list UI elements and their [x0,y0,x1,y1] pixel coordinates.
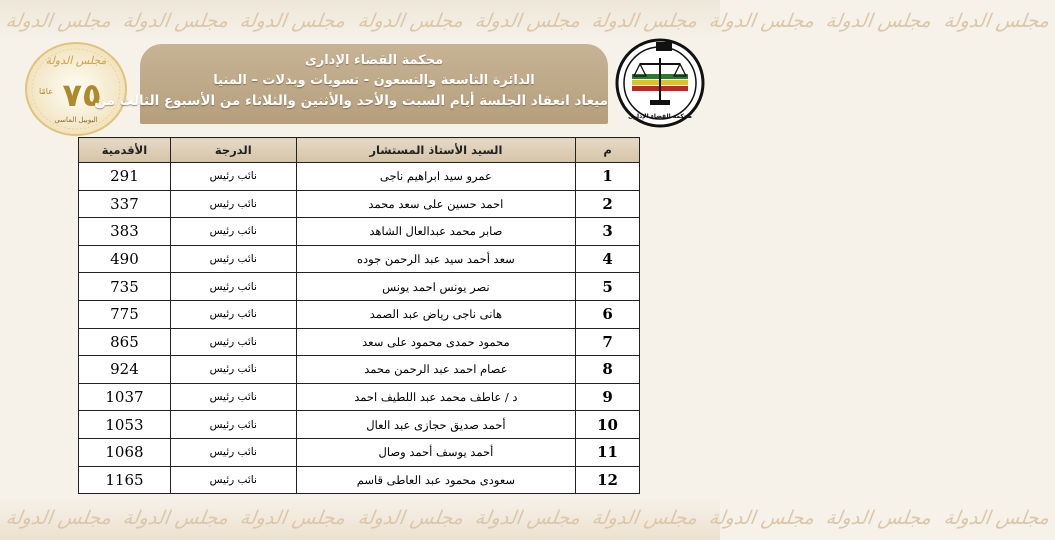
row-name: أحمد يوسف أحمد وصال [296,438,575,466]
row-name: سعد أحمد سيد عبد الرحمن جوده [296,245,575,273]
watermark-text: مجلس الدولة [707,507,816,529]
jubilee-seal-icon [22,40,130,138]
column-header-name: السيد الأستاذ المستشار [296,138,575,163]
watermark-text: مجلس الدولة [121,10,230,32]
row-index: 10 [576,411,640,439]
row-name: نصر يونس احمد يونس [296,273,575,301]
watermark-text: مجلس الدولة [707,10,816,32]
table-row [79,438,640,466]
row-seniority: 1165 [79,466,171,494]
row-grade: نائب رئيس [170,411,296,439]
row-seniority: 735 [79,273,171,301]
row-name: عمرو سيد ابراهيم ناجى [296,163,575,191]
session-schedule: ميعاد انعقاد الجلسة أيام السبت والأحد والأثنين والثلاثاء من الأسبوع الثالث من [94,93,608,109]
row-name: أحمد صديق حجازى عبد العال [296,411,575,439]
row-name: د / عاطف محمد عبد اللطيف احمد [296,383,575,411]
watermark-text: مجلس الدولة [238,507,348,529]
row-seniority: 490 [79,245,171,273]
column-header-seniority: الأقدمية [79,138,171,163]
circuit-subtitle: الدائرة التاسعة والتسعون - تسويات وبدلات – المنيا [213,73,535,88]
row-seniority: 337 [79,190,171,218]
table-row [79,411,640,439]
row-name: محمود حمدى محمود على سعد [296,328,575,356]
row-index: 5 [576,273,640,301]
watermark-text: مجلس الدولة [824,507,934,529]
row-name: عصام احمد عبد الرحمن محمد [296,356,575,384]
row-name: صابر محمد عبدالعال الشاهد [296,218,575,246]
watermark-text: مجلس الدولة [356,507,465,529]
row-grade: نائب رئيس [170,218,296,246]
row-name: هانى ناجى رياض عبد الصمد [296,300,575,328]
row-index: 6 [576,300,640,328]
court-scales-emblem-icon [612,36,708,130]
row-seniority: 865 [79,328,171,356]
row-name: احمد حسين على سعد محمد [296,190,575,218]
watermark-text: مجلس الدولة [356,10,465,32]
table-row [79,163,640,191]
row-seniority: 775 [79,300,171,328]
row-seniority: 1053 [79,411,171,439]
table-row [79,190,640,218]
table-row [79,383,640,411]
table-header-row [79,138,640,163]
seal-top-text: مجلس الدولة [45,54,107,67]
row-seniority: 291 [79,163,171,191]
row-index: 11 [576,438,640,466]
watermark-text: مجلس الدولة [590,507,699,529]
court-title: محكمة القضاء الإدارى [304,53,444,68]
watermark-text: مجلس الدولة [4,10,113,32]
row-grade: نائب رئيس [170,273,296,301]
column-header-index: م [576,138,640,163]
row-grade: نائب رئيس [170,356,296,384]
row-index: 12 [576,466,640,494]
table-row [79,273,640,301]
row-seniority: 1068 [79,438,171,466]
row-index: 3 [576,218,640,246]
seal-years-label: عامًا [39,87,53,96]
judges-table [78,137,640,494]
row-grade: نائب رئيس [170,190,296,218]
watermark-text: مجلس الدولة [238,10,348,32]
row-grade: نائب رئيس [170,438,296,466]
watermark-text: مجلس الدولة [941,507,1051,529]
table-row [79,245,640,273]
row-seniority: 383 [79,218,171,246]
emblem-label: محكمة القضاء الإدارى [628,113,692,120]
row-seniority: 924 [79,356,171,384]
table-row [79,466,640,494]
row-grade: نائب رئيس [170,466,296,494]
column-header-grade: الدرجة [170,138,296,163]
table-row [79,328,640,356]
row-index: 7 [576,328,640,356]
row-index: 9 [576,383,640,411]
watermark-text: مجلس الدولة [590,10,699,32]
table-row [79,300,640,328]
row-index: 1 [576,163,640,191]
row-grade: نائب رئيس [170,245,296,273]
row-grade: نائب رئيس [170,328,296,356]
watermark-text: مجلس الدولة [473,507,582,529]
watermark-text: مجلس الدولة [941,10,1051,32]
row-grade: نائب رئيس [170,300,296,328]
row-index: 2 [576,190,640,218]
row-seniority: 1037 [79,383,171,411]
watermark-text: مجلس الدولة [4,507,113,529]
table-row [79,218,640,246]
watermark-text: مجلس الدولة [824,10,934,32]
watermark-text: مجلس الدولة [473,10,582,32]
row-grade: نائب رئيس [170,163,296,191]
row-name: سعودى محمود عبد العاطى قاسم [296,466,575,494]
watermark-band-bottom [0,496,1051,540]
header-panel [94,44,608,124]
row-index: 4 [576,245,640,273]
seal-number: ٧٥ [62,76,102,114]
seal-bottom-text: اليوبيل الماسى [54,116,98,124]
table-row [79,356,640,384]
row-grade: نائب رئيس [170,383,296,411]
watermark-text: مجلس الدولة [121,507,230,529]
row-index: 8 [576,356,640,384]
